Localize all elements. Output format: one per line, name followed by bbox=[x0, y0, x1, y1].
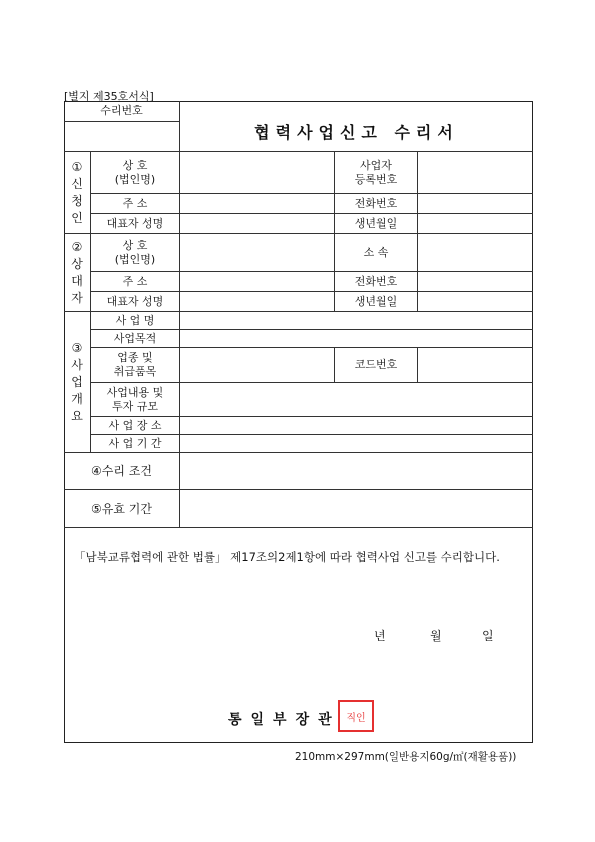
receipt-number-label: 수리번호 bbox=[100, 104, 143, 117]
applicant-name-label: 상 호 (법인명) bbox=[114, 158, 156, 186]
project-purpose-field[interactable] bbox=[180, 330, 533, 347]
counterpart-affiliation-field[interactable] bbox=[418, 234, 533, 271]
applicant-biz-reg-label: 사업자 등록번호 bbox=[354, 158, 398, 186]
date-year: 년 bbox=[374, 629, 386, 643]
counterpart-name-label: 상 호 (법인명) bbox=[114, 238, 156, 266]
applicant-address-field[interactable] bbox=[180, 194, 334, 213]
counterpart-address-field[interactable] bbox=[180, 272, 334, 291]
rule bbox=[64, 527, 533, 528]
project-location-field[interactable] bbox=[180, 417, 533, 434]
conditions-label: ④수리 조건 bbox=[91, 464, 152, 478]
validity-field[interactable] bbox=[180, 490, 533, 527]
applicant-biz-reg-field[interactable] bbox=[418, 152, 533, 193]
counterpart-affiliation-label: 소 속 bbox=[363, 245, 389, 259]
counterpart-phone-field[interactable] bbox=[418, 272, 533, 291]
applicant-name-field[interactable] bbox=[180, 152, 334, 193]
project-name-field[interactable] bbox=[180, 312, 533, 329]
project-name-label: 사 업 명 bbox=[115, 313, 155, 327]
receipt-form bbox=[64, 101, 533, 743]
applicant-phone-label: 전화번호 bbox=[354, 196, 398, 210]
project-period-field[interactable] bbox=[180, 435, 533, 452]
applicant-rep-label: 대표자 성명 bbox=[106, 216, 164, 230]
form-number-label: [별지 제35호서식] bbox=[64, 90, 154, 103]
applicant-address-label: 주 소 bbox=[122, 196, 148, 210]
receipt-number-field[interactable] bbox=[64, 122, 179, 151]
applicant-birth-label: 생년월일 bbox=[354, 216, 398, 230]
project-purpose-label: 사업목적 bbox=[113, 331, 157, 345]
counterpart-name-field[interactable] bbox=[180, 234, 334, 271]
applicant-birth-field[interactable] bbox=[418, 214, 533, 233]
notice-text: 「남북교류협력에 관한 법률」 제17조의2제1항에 따라 협력사업 신고를 수리합니다. bbox=[74, 550, 500, 564]
counterpart-phone-label: 전화번호 bbox=[354, 274, 398, 288]
project-content-field[interactable] bbox=[180, 383, 533, 416]
industry-items-field[interactable] bbox=[180, 348, 334, 382]
code-number-label: 코드번호 bbox=[354, 358, 398, 371]
paper-spec-footer: 210mm×297mm(일반용지60g/㎡(재활용품)) bbox=[295, 751, 517, 763]
form-title: 협력사업신고 수리서 bbox=[254, 123, 459, 142]
applicant-section-label: ① 신 청 인 bbox=[71, 159, 83, 225]
validity-label: ⑤유효 기간 bbox=[91, 501, 152, 516]
counterpart-address-label: 주 소 bbox=[122, 274, 148, 288]
counterpart-section-label: ② 상 대 자 bbox=[71, 239, 83, 305]
counterpart-rep-field[interactable] bbox=[180, 292, 334, 311]
industry-items-label: 업종 및 취급품목 bbox=[113, 351, 157, 378]
signer-title: 통일부장관 bbox=[228, 712, 341, 728]
official-seal: 직인 bbox=[338, 700, 374, 732]
code-number-field[interactable] bbox=[418, 348, 533, 382]
counterpart-rep-label: 대표자 성명 bbox=[106, 294, 164, 308]
counterpart-birth-label: 생년월일 bbox=[354, 294, 398, 308]
project-location-label: 사 업 장 소 bbox=[108, 418, 162, 432]
overview-section-label: ③ 사 업 개 요 bbox=[71, 340, 83, 423]
conditions-field[interactable] bbox=[180, 453, 533, 489]
applicant-rep-field[interactable] bbox=[180, 214, 334, 233]
project-content-label: 사업내용 및 투자 규모 bbox=[106, 385, 164, 413]
date-month: 월 bbox=[430, 629, 442, 643]
date-day: 일 bbox=[482, 629, 494, 643]
project-period-label: 사 업 기 간 bbox=[108, 436, 162, 450]
applicant-phone-field[interactable] bbox=[418, 194, 533, 213]
counterpart-birth-field[interactable] bbox=[418, 292, 533, 311]
